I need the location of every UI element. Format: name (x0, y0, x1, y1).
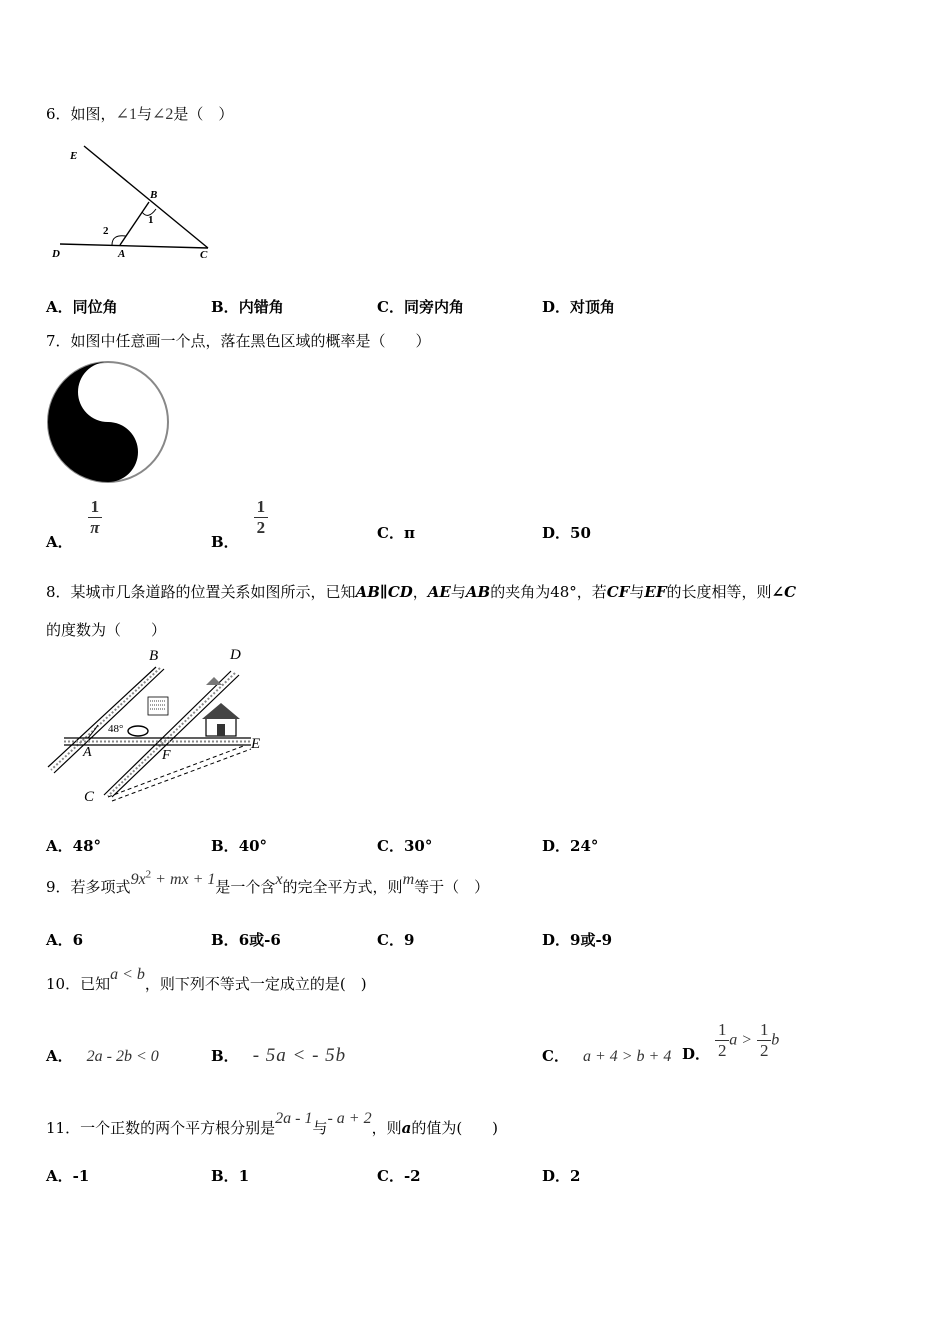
q11-option-a[interactable]: A．-1 (46, 1167, 90, 1185)
q7-option-b[interactable]: B． $\frac{1}{2}$ (211, 497, 268, 538)
label-E: E (251, 736, 261, 752)
q6-option-d[interactable]: D．对顶角 (542, 298, 616, 316)
label-E: E (70, 150, 78, 162)
q8-stem: 8．某城市几条道路的位置关系如图所示，已知AB∥CD，AE与AB的夹角为48°，若CF与EF的长度相等，则∠C (46, 583, 797, 601)
angle-2: ∠2 (151, 106, 174, 123)
q10-number: 10． (46, 975, 81, 993)
q11-option-c[interactable]: C．-2 (377, 1167, 421, 1185)
label-B: B (150, 189, 158, 201)
q10-option-c[interactable]: C． a + 4 > b + 4 (542, 1047, 672, 1065)
label-D: D (230, 647, 241, 663)
q8-option-c[interactable]: C．30° (377, 837, 433, 855)
q8-option-d[interactable]: D．24° (542, 837, 599, 855)
label-C: C (84, 789, 95, 805)
q9-option-a[interactable]: A．6 (46, 931, 84, 949)
q10-option-a[interactable]: A． 2a - 2b < 0 (46, 1047, 159, 1065)
q6-stem: 6．如图，∠1与∠2是（ ） (46, 105, 234, 123)
yin-yang-figure (46, 361, 170, 483)
q10-option-d[interactable]: D． $\frac{1}{2}$ a > $\frac{1}{2}$ b (682, 1020, 780, 1063)
q9-option-d[interactable]: D．9或-9 (542, 931, 613, 949)
q9-stem: 9．若多项式$9x^2$ + mx + 1是一个含x的完全平方式，则m等于（ ） (46, 868, 490, 896)
q9-option-c[interactable]: C．9 (377, 931, 415, 949)
label-2: 2 (103, 225, 109, 237)
label-D: D (52, 248, 60, 260)
q8-option-b[interactable]: B．40° (211, 837, 268, 855)
road-figure (46, 645, 271, 810)
black-dot (99, 443, 117, 461)
q8-number: 8． (46, 583, 71, 601)
label-angle48: 48° (108, 723, 124, 735)
q11-number: 11． (46, 1119, 81, 1137)
angle-1: ∠1 (115, 106, 137, 123)
q7-option-c[interactable]: C．π (377, 524, 415, 542)
q9-number: 9． (46, 878, 71, 896)
q10-option-b[interactable]: B． - 5a < - 5b (211, 1045, 347, 1066)
white-dot (99, 383, 117, 401)
q10-stem: 10．已知a < b，则下列不等式一定成立的是( ) (46, 966, 367, 993)
label-F: F (162, 748, 171, 763)
line-DC (60, 244, 208, 248)
q6-number: 6． (46, 105, 71, 123)
q7-option-a[interactable]: A． $\frac{1}{\pi}$ (46, 497, 102, 538)
q8-option-a[interactable]: A．48° (46, 837, 102, 855)
label-A: A (83, 745, 92, 760)
q7-option-d[interactable]: D．50 (542, 524, 591, 542)
q11-option-b[interactable]: B．1 (211, 1167, 250, 1185)
label-B: B (149, 648, 159, 664)
label-A: A (118, 248, 126, 260)
q6-figure (46, 140, 226, 265)
label-C: C (200, 249, 208, 261)
q11-option-d[interactable]: D．2 (542, 1167, 581, 1185)
q6-option-b[interactable]: B．内错角 (211, 298, 284, 316)
q6-option-a[interactable]: A．同位角 (46, 298, 118, 316)
q6-option-c[interactable]: C．同旁内角 (377, 298, 464, 316)
q7-number: 7． (46, 332, 71, 350)
q7-stem: 7．如图中任意画一个点，落在黑色区域的概率是（ ） (46, 332, 431, 350)
q9-option-b[interactable]: B．6或-6 (211, 931, 281, 949)
label-1: 1 (148, 214, 154, 226)
line-AB (120, 202, 149, 245)
q8-stem-line2: 的度数为（ ） (46, 621, 167, 639)
q11-stem: 11．一个正数的两个平方根分别是2a - 1与- a + 2，则a的值为( ) (46, 1110, 499, 1137)
